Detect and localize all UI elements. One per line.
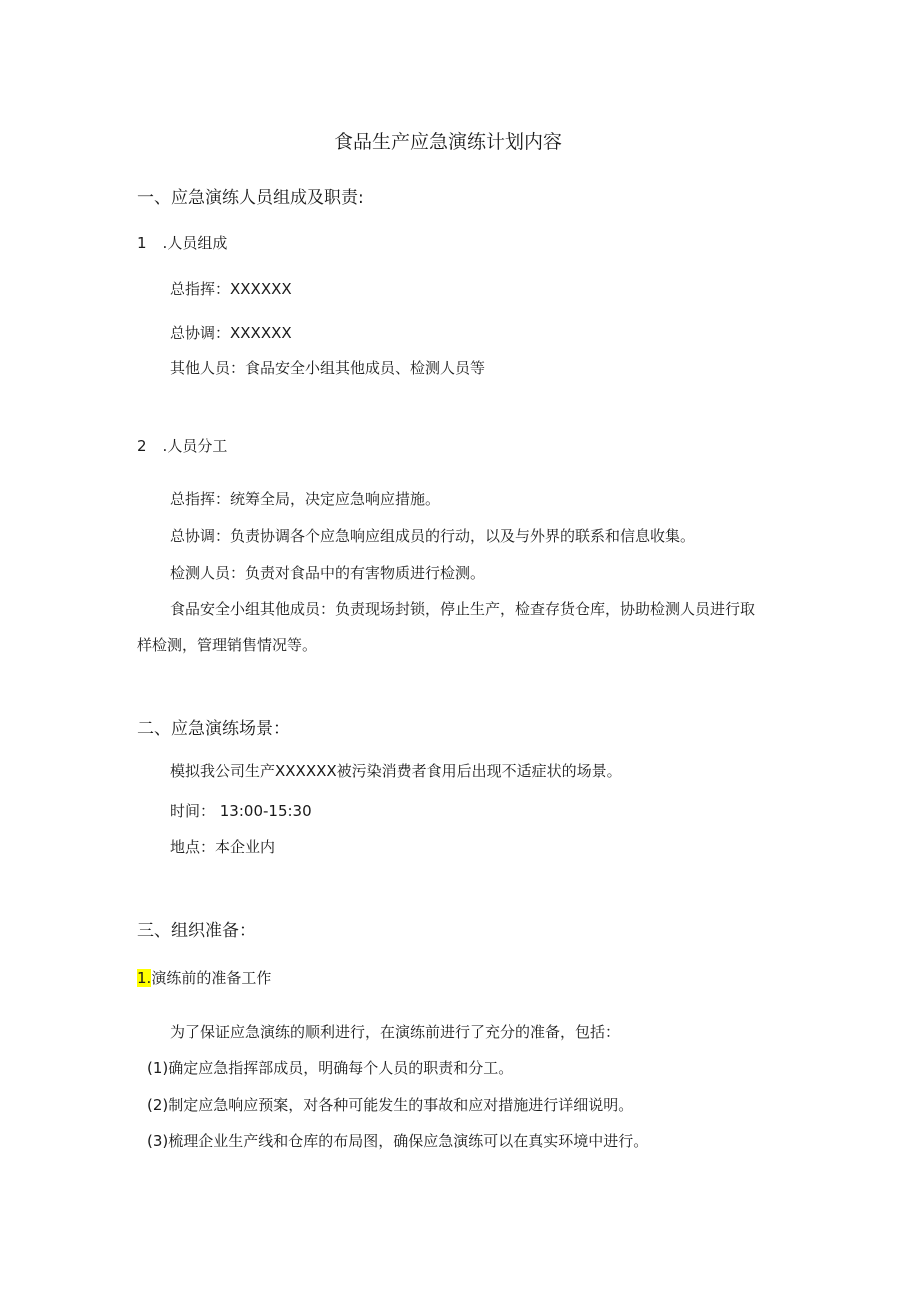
scenario-text: 模拟我公司生产XXXXXX被污染消费者食用后出现不适症状的场景。	[170, 762, 622, 780]
section-3-heading: 三、组织准备：	[137, 921, 256, 941]
subsection-3-1-heading	[137, 968, 271, 988]
place-text: 地点：本企业内	[170, 838, 276, 856]
intro-text: 为了保证应急演练的顺利进行，在演练前进行了充分的准备，包括：	[170, 1023, 621, 1041]
duty-line: 总协调：负责协调各个应急响应组成员的行动，以及与外界的联系和信息收集。	[170, 527, 696, 545]
subsection-number-highlighted: 1.	[137, 969, 152, 987]
section-1-heading: 一、应急演练人员组成及职责:	[137, 188, 364, 208]
subsection-1-2-heading	[137, 436, 227, 456]
member-line: 其他人员：食品安全小组其他成员、检测人员等	[170, 359, 486, 377]
duty-line-continued: 样检测，管理销售情况等。	[137, 636, 318, 654]
section-2-heading: 二、应急演练场景：	[137, 719, 290, 739]
subsection-label: .人员分工	[162, 437, 228, 455]
duty-line: 总指挥：统筹全局，决定应急响应措施。	[170, 490, 441, 508]
duty-line: 食品安全小组其他成员：负责现场封锁，停止生产，检查存货仓库，协助检测人员进行取	[170, 600, 756, 618]
prep-item: (1)确定应急指挥部成员，明确每个人员的职责和分工。	[147, 1059, 514, 1077]
subsection-number: 2	[137, 437, 147, 455]
time-text: 时间： 13:00-15:30	[170, 802, 312, 820]
subsection-1-1-heading	[137, 233, 227, 253]
subsection-label: 演练前的准备工作	[151, 969, 272, 987]
duty-line: 检测人员：负责对食品中的有害物质进行检测。	[170, 564, 486, 582]
member-line: 总协调：XXXXXX	[170, 324, 292, 342]
prep-item: (3)梳理企业生产线和仓库的布局图，确保应急演练可以在真实环境中进行。	[147, 1132, 649, 1150]
subsection-number: 1	[137, 234, 147, 252]
document-title: 食品生产应急演练计划内容	[334, 131, 563, 153]
member-line: 总指挥：XXXXXX	[170, 280, 292, 298]
prep-item: (2)制定应急响应预案，对各种可能发生的事故和应对措施进行详细说明。	[147, 1096, 634, 1114]
subsection-label: .人员组成	[162, 234, 228, 252]
